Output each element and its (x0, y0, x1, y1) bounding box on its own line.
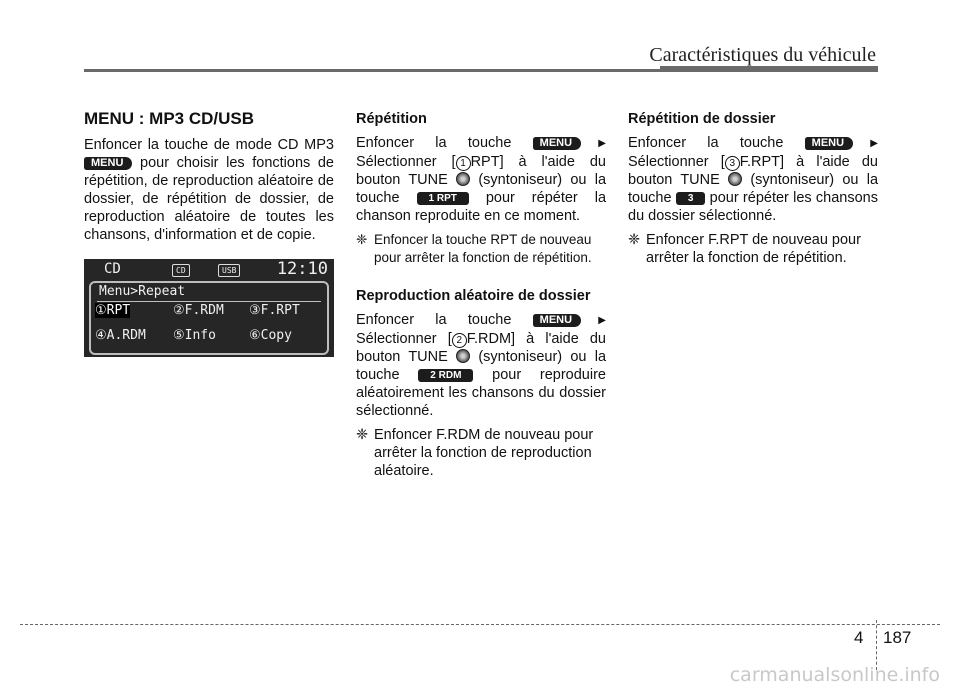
lcd-clock: 12:10 (276, 259, 328, 279)
number-circle-icon: 1 (456, 156, 471, 171)
rdm-button-icon: 2 RDM (418, 369, 473, 382)
repeat-text-d: (syntoniseur) ou la touche (356, 172, 607, 206)
footer-rule (20, 624, 940, 625)
section-heading-menu: MENU : MP3 CD/USB (84, 109, 255, 128)
column-1 (84, 110, 334, 244)
intro-text-a: Enfoncer la touche de mode CD MP3 (84, 137, 334, 153)
folder-random-paragraph (356, 311, 606, 420)
menu-button-icon: MENU (84, 157, 132, 170)
number-circle-icon: 3 (725, 156, 740, 171)
folder-random-text-e: pour reproduire aléatoirement les chansons du dossier sélectionné. (356, 367, 606, 419)
repeat-text-c: RPT] à l'aide du bouton TUNE (356, 154, 606, 188)
chapter-number: 4 (854, 628, 864, 647)
menu-button-icon: MENU (533, 137, 581, 150)
folder-repeat-paragraph (628, 134, 878, 225)
folder-repeat-note-text: Enfoncer F.RPT de nouveau pour arrêter la fonction de répétition. (646, 232, 861, 266)
note-mark-icon: ❈ (628, 232, 641, 248)
tune-knob-icon (456, 172, 470, 186)
lcd-display (84, 259, 334, 357)
folder-repeat-text-c: F.RPT] à l'aide du bouton TUNE (628, 154, 878, 188)
page-number: 187 (883, 628, 912, 647)
intro-text-b: pour choisir les fonctions de répétition, de reproduction aléatoire de dossier, de répétition de dossier, de reproduction aléatoire de toutes les chansons, d'information et de copie. (84, 155, 334, 243)
arrow-right-icon: ▶ (581, 315, 606, 326)
lcd-menu-box (89, 281, 329, 355)
folder-repeat-text-d: (syntoniseur) ou la touche (628, 172, 879, 206)
tune-knob-icon (456, 349, 470, 363)
repeat-text-a: Enfoncer la touche (356, 135, 512, 151)
lcd-usb-tag: USB (218, 264, 240, 277)
repeat-note (356, 231, 606, 267)
lcd-separator (97, 301, 321, 302)
folder-random-note (356, 426, 606, 480)
intro-paragraph (84, 136, 334, 244)
arrow-right-icon: ▶ (853, 138, 878, 149)
header-title: Caractéristiques du véhicule (649, 44, 876, 66)
lcd-status-bar (84, 259, 334, 279)
repeat-text-e: pour répéter la chanson reproduite en ce moment. (356, 190, 607, 224)
column-3 (628, 110, 878, 267)
lcd-option-info: ⑤Info (173, 328, 216, 343)
tune-knob-icon (728, 172, 742, 186)
note-mark-icon: ❈ (356, 232, 368, 247)
folder-random-text-d: (syntoniseur) ou la touche (356, 349, 607, 383)
section-heading-folder-random: Reproduction aléatoire de dossier (356, 288, 591, 304)
column-2 (356, 110, 606, 480)
lcd-cd-tag: CD (172, 264, 190, 277)
folder-repeat-text-e: pour répéter les chansons du dossier sélectionné. (628, 190, 878, 224)
folder-random-note-text: Enfoncer F.RDM de nouveau pour arrêter la fonction de reproduction aléatoire. (374, 427, 594, 479)
folder-random-text-c: F.RDM] à l'aide du bouton TUNE (356, 331, 606, 365)
section-heading-folder-repeat: Répétition de dossier (628, 111, 776, 127)
folder-repeat-text-a: Enfoncer la touche (628, 135, 784, 151)
lcd-option-ardm: ④A.RDM (95, 328, 146, 343)
lcd-menu-title: Menu>Repeat (99, 284, 186, 299)
folder-repeat-text-b: Sélectionner [ (628, 154, 725, 170)
lcd-option-frdm: ②F.RDM (173, 303, 224, 318)
lcd-option-rpt: ①RPT (95, 303, 131, 318)
watermark: carmanualsonline.info (729, 664, 940, 686)
menu-button-icon: MENU (533, 314, 581, 327)
section-heading-repeat: Répétition (356, 111, 427, 127)
rpt-button-icon: 1 RPT (417, 192, 469, 205)
lcd-option-frpt: ③F.RPT (249, 303, 300, 318)
repeat-note-text: Enfoncer la touche RPT de nouveau pour arrêter la fonction de répétition. (374, 232, 592, 265)
footer-divider (876, 620, 877, 670)
folder-repeat-button-icon: 3 (676, 192, 706, 205)
folder-random-text-b: Sélectionner [ (356, 331, 452, 347)
header-rule-accent (660, 66, 878, 72)
lcd-mode: CD (104, 261, 121, 277)
folder-random-text-a: Enfoncer la touche (356, 312, 512, 328)
repeat-paragraph (356, 134, 606, 225)
note-mark-icon: ❈ (356, 427, 369, 443)
lcd-option-copy: ⑥Copy (249, 328, 292, 343)
number-circle-icon: 2 (452, 333, 467, 348)
arrow-right-icon: ▶ (581, 138, 606, 149)
folder-repeat-note (628, 231, 878, 267)
menu-button-icon: MENU (805, 137, 853, 150)
repeat-text-b: Sélectionner [ (356, 154, 456, 170)
